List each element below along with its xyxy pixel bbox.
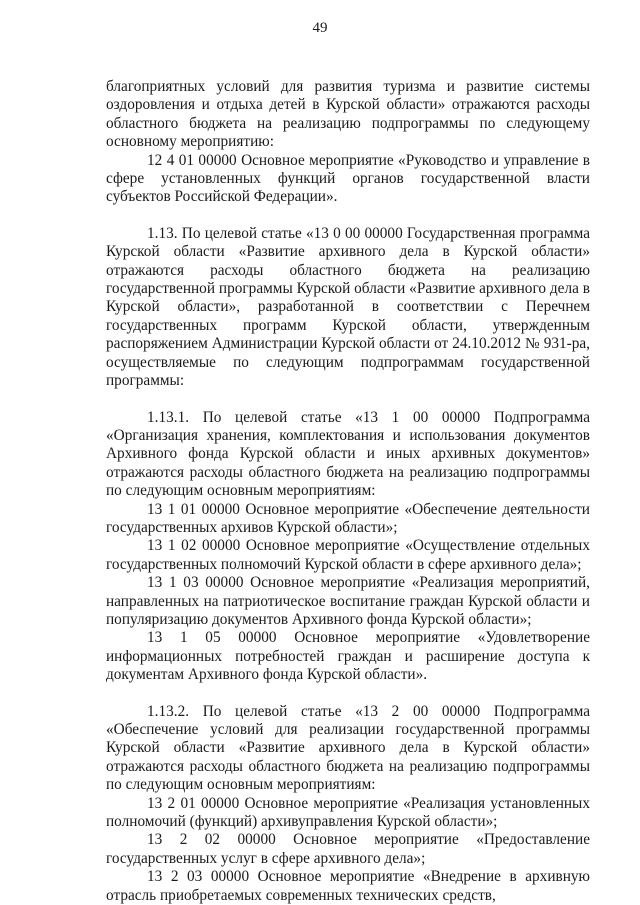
paragraph-gap: [106, 685, 590, 703]
paragraph-section-1-13-2: 1.13.2. По целевой статье «13 2 00 00000 Подпрограмма «Обеспечение условий для реализации государственной программы Курской области «Развитие архивного дела в Курской области» отражаются расходы областного бюджета на реализацию подпрограммы по следующим основным мероприятиям:: [106, 702, 590, 794]
paragraph-measure-13-2-02: 13 2 02 00000 Основное мероприятие «Предоставление государственных услуг в сфере архивного дела»;: [106, 831, 590, 867]
paragraph-measure-13-1-02: 13 1 02 00000 Основное мероприятие «Осуществление отдельных государственных полномочий Курской области в сфере архивного дела»;: [106, 537, 590, 573]
paragraph-gap: [106, 391, 590, 409]
paragraph-measure-13-1-01: 13 1 01 00000 Основное мероприятие «Обеспечение деятельности государственных архивов Курской области»;: [106, 500, 590, 536]
paragraph-measure-13-2-03: 13 2 03 00000 Основное мероприятие «Внедрение в архивную отрасль приобретаемых современных технических средств,: [106, 868, 590, 904]
paragraph-section-1-13: 1.13. По целевой статье «13 0 00 00000 Государственная программа Курской области «Развитие архивного дела в Курской области» отражаются расходы областного бюджета на реализацию государственной программы Курской области «Развитие архивного дела в Курской области», разработанной в соответствии с Перечнем государственных программ Курской области, утвержденным распоряжением Администрации Курской области от 24.10.2012 № 931-ра, осуществляемые по следующим подпрограммам государственной программы:: [106, 224, 590, 390]
paragraph-measure-13-1-05: 13 1 05 00000 Основное мероприятие «Удовлетворение информационных потребностей граждан и расширение доступа к документам Архивного фонда Курской области».: [106, 629, 590, 684]
paragraph-gap: [106, 207, 590, 225]
paragraph-continuation: благоприятных условий для развития туризма и развитие системы оздоровления и отдыха детей в Курской области» отражаются расходы областного бюджета на реализацию подпрограммы по следующему основному мероприятию:: [106, 78, 590, 151]
paragraph-measure-13-2-01: 13 2 01 00000 Основное мероприятие «Реализация установленных полномочий (функций) архивуправления Курской области»;: [106, 794, 590, 831]
document-body: [106, 78, 590, 905]
paragraph-section-1-13-1: 1.13.1. По целевой статье «13 1 00 00000 Подпрограмма «Организация хранения, комплектования и использования документов Архивного фонда Курской области и иных архивных документов» отражаются расходы областного бюджета на реализацию подпрограммы по следующим основным мероприятиям:: [106, 408, 590, 500]
paragraph-measure-12-4-01: 12 4 01 00000 Основное мероприятие «Руководство и управление в сфере установленных функций органов государственной власти субъектов Российской Федерации».: [106, 151, 590, 206]
page-number: 49: [312, 20, 328, 36]
paragraph-measure-13-1-03: 13 1 03 00000 Основное мероприятие «Реализация мероприятий, направленных на патриотическое воспитание граждан Курской области и популяризацию документов Архивного фонда Курской области»;: [106, 574, 590, 628]
